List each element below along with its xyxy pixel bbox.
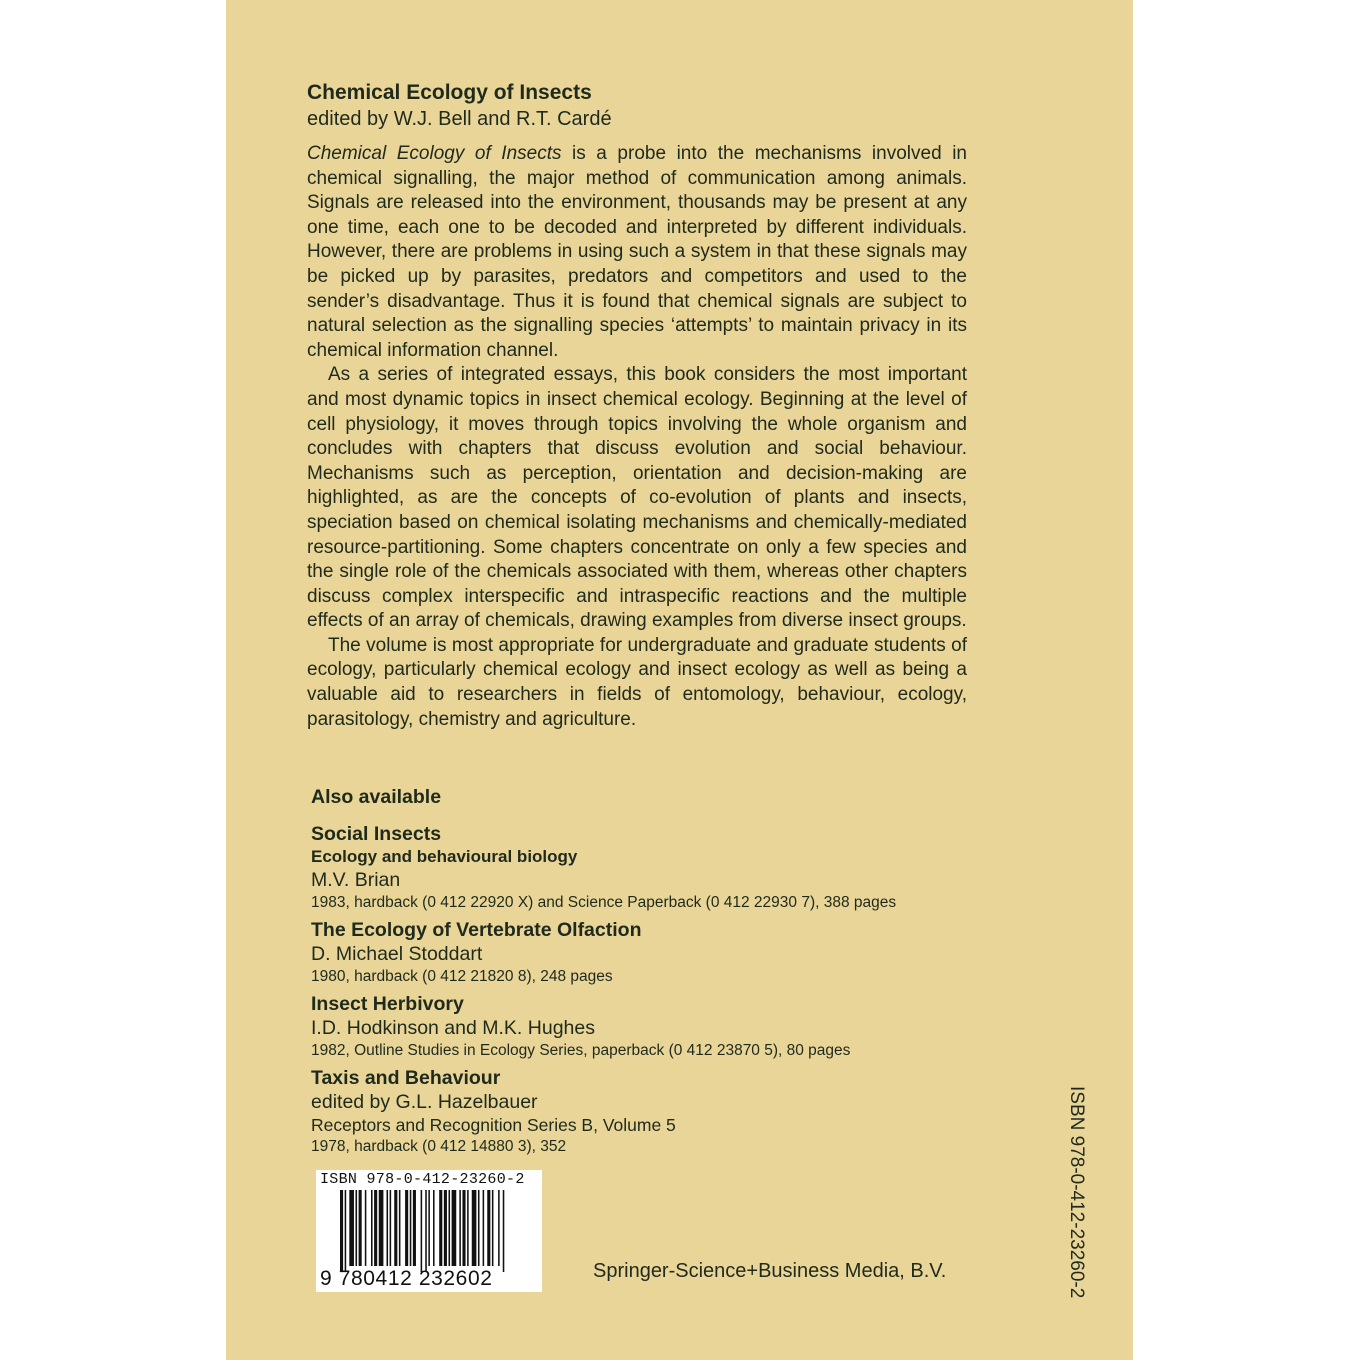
inline-book-title: Chemical Ecology of Insects xyxy=(307,143,562,164)
description-paragraph-3: The volume is most appropriate for undergraduate and graduate students of ecology, particularly chemical ecology and insect ecology as well as being a valuable aid to researchers in fields of entomology, behaviour, ecology, parasitology, chemistry and agriculture. xyxy=(307,634,967,730)
barcode-bar xyxy=(467,1190,469,1266)
barcode-bar xyxy=(472,1190,477,1266)
related-book-info: 1978, hardback (0 412 14880 3), 352 xyxy=(311,1138,567,1155)
barcode-bar xyxy=(413,1190,416,1266)
barcode-bar xyxy=(390,1190,392,1266)
description-paragraph-2: As a series of integrated essays, this book considers the most important and most dynamic topics in insect chemical ecology. Beginning at the level of cell physiology, it moves through topics involving the whole organism and concludes with chapters that discuss evolution and social behaviour. Mechanisms such as perception, orientation and decision-making are highlighted, as are the concepts of co-evolution of plants and insects, speciation based on chemical isolating mechanisms and chemically-mediated resource-partitioning. Some chapters concentrate on only a few species and the single role of the chemicals associated with them, whereas other chapters discuss complex interspecific and intraspecific reactions and the multiple effects of an array of chemicals, drawing examples from diverse insect groups. xyxy=(307,364,967,632)
publisher-name: Springer-Science+Business Media, B.V. xyxy=(593,1260,947,1282)
book-title: Chemical Ecology of Insects xyxy=(307,81,592,104)
barcode-bar xyxy=(371,1190,373,1266)
barcode-bar xyxy=(428,1190,430,1266)
barcode-bar xyxy=(340,1190,343,1272)
related-book-title: Insect Herbivory xyxy=(311,993,464,1015)
barcode-bar xyxy=(399,1190,401,1266)
barcode-bar xyxy=(365,1190,367,1266)
related-book-info: 1980, hardback (0 412 21820 8), 248 pages xyxy=(311,968,613,985)
barcode-bar xyxy=(449,1190,451,1266)
related-book-author: M.V. Brian xyxy=(311,869,401,891)
barcode-isbn-label: ISBN 978-0-412-23260-2 xyxy=(320,1171,525,1188)
barcode-bar xyxy=(421,1190,423,1272)
barcode-bar xyxy=(349,1190,354,1266)
barcode-bar xyxy=(483,1190,485,1266)
also-available-section xyxy=(311,785,991,1162)
barcode-bar xyxy=(459,1190,461,1266)
paragraph-1-text: is a probe into the mechanisms involved in chemical signalling, the major method of communication among animals. Signals are released into the environment, thousands may be present at any one time, each one to be decoded and interpreted by different individuals. However, there are problems in using such a system in that these signals may be picked up by parasites, predators and competitors and used to the sender’s disadvantage. Thus it is found that chemical signals are subject to natural selection as the signalling species ‘attempts’ to maintain privacy in its chemical information channel. xyxy=(307,143,967,361)
barcode-digits: 9 780412 232602 xyxy=(320,1267,493,1290)
barcode-bar xyxy=(356,1190,358,1266)
barcode-bar xyxy=(503,1190,505,1272)
barcode xyxy=(316,1170,542,1292)
related-book xyxy=(311,918,991,987)
barcode-bar xyxy=(478,1190,480,1266)
related-book xyxy=(311,1066,991,1157)
barcode-bar xyxy=(425,1190,427,1272)
related-book-author: I.D. Hodkinson and M.K. Hughes xyxy=(311,1017,595,1039)
related-book-subtitle: Ecology and behavioural biology xyxy=(311,847,578,866)
barcode-bar xyxy=(379,1190,384,1266)
barcode-bar xyxy=(487,1190,490,1266)
barcode-bar xyxy=(444,1190,447,1266)
related-book-title: Taxis and Behaviour xyxy=(311,1067,501,1089)
barcode-bar xyxy=(462,1190,465,1266)
description-paragraph-1 xyxy=(307,142,967,363)
barcode-bar xyxy=(345,1190,347,1272)
barcode-bar xyxy=(498,1190,500,1266)
related-book-author: D. Michael Stoddart xyxy=(311,943,483,965)
barcode-bar xyxy=(452,1190,457,1266)
related-book-info: 1982, Outline Studies in Ecology Series, paperback (0 412 23870 5), 80 pages xyxy=(311,1042,851,1059)
also-available-heading: Also available xyxy=(311,786,442,808)
barcode-bar xyxy=(410,1190,412,1266)
book-editors: edited by W.J. Bell and R.T. Cardé xyxy=(307,108,612,130)
related-book-title: Social Insects xyxy=(311,823,442,845)
barcode-bar xyxy=(387,1190,389,1266)
barcode-bar xyxy=(374,1190,377,1266)
related-book-title: The Ecology of Vertebrate Olfaction xyxy=(311,919,642,941)
related-book xyxy=(311,822,991,913)
barcode-bar xyxy=(394,1190,397,1266)
related-book xyxy=(311,992,991,1061)
barcode-bar xyxy=(359,1190,362,1266)
description-block xyxy=(307,80,967,732)
related-book-series: Receptors and Recognition Series B, Volume 5 xyxy=(311,1115,676,1135)
barcode-bar xyxy=(405,1190,408,1266)
barcode-bar xyxy=(439,1190,442,1266)
barcode-bar xyxy=(492,1190,494,1266)
related-book-author: edited by G.L. Hazelbauer xyxy=(311,1091,538,1113)
related-book-info: 1983, hardback (0 412 22920 X) and Science Paperback (0 412 22930 7), 388 pages xyxy=(311,894,897,911)
spine-isbn: ISBN 978-0-412-23260-2 xyxy=(1066,1086,1087,1299)
barcode-bar xyxy=(433,1190,435,1266)
